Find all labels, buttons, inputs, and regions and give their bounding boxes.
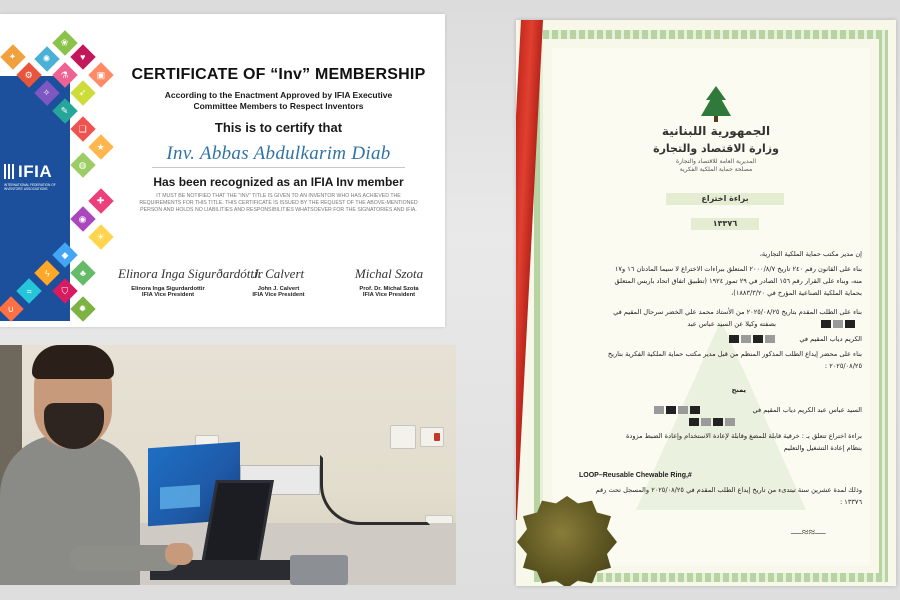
signatory-role: IFIA Vice President: [362, 292, 416, 298]
ifia-logo-subtext: INTERNATIONAL FEDERATION OF INVENTORS' ASSOCIATIONS: [4, 183, 56, 191]
gear-tile-icon: ⚙: [16, 62, 41, 87]
patent-text-line: براءة اختراع تتعلق بـ : خرقية قابلة للمضغ وقابلة لإعادة الاستخدام وإعادة الضبط مزودة: [625, 432, 862, 440]
wave-tile-icon: ≈: [16, 278, 41, 303]
flask-tile-icon: ⚗: [52, 62, 77, 87]
signature-scrawl: Elinora Inga Sigurðardóttir: [118, 266, 263, 281]
book-tile-icon: ❏: [70, 116, 95, 141]
certificate-subtitle: According to the Enactment Approved by IFIA Executive Committee Members to Respect Inventors: [164, 90, 393, 111]
bolt-tile-icon: ϟ: [34, 260, 59, 285]
patent-title: براءة اختراع: [666, 193, 784, 205]
patent-text-line: السيد عباس عبد الكريم دياب المقيم في: [752, 406, 862, 414]
wall-switch: [390, 425, 416, 449]
signatory-name: John J. Calvert: [257, 286, 300, 292]
person-hair: [32, 345, 114, 379]
redaction-row: [571, 406, 701, 416]
signature-scrawl: Michal Szota: [354, 266, 424, 281]
magnet-tile-icon: ∪: [0, 296, 24, 321]
atom-tile-icon: ✺: [34, 46, 59, 71]
sun-tile-icon: ☀: [88, 224, 113, 249]
leaf-tile-icon: ❀: [52, 30, 77, 55]
recognition-statement: Has been recognized as an IFIA Inv member: [153, 175, 404, 189]
signatory-role: IFIA Vice President: [141, 292, 195, 298]
redaction-row: [786, 320, 856, 330]
wall-outlet-red: [420, 427, 444, 447]
issuing-office: مصلحة حماية الملكية الفكرية: [679, 166, 753, 173]
signatory-role: IFIA Vice President: [252, 292, 305, 298]
signatory-1: [118, 266, 263, 298]
patent-grant-word: يمنح: [731, 386, 746, 394]
patent-text-line: ١٣٣٧٦ :: [839, 498, 862, 506]
shield-tile-icon: ⛉: [52, 278, 77, 303]
cable: [320, 455, 430, 525]
certificate-body: [112, 14, 445, 327]
gray-device: [290, 555, 348, 585]
invention-english-title: LOOP–Reusable Chewable Ring,#: [579, 472, 692, 479]
patent-text-line: بناء على الطلب المقدم بتاريخ ٢٠٢٥/٠٨/٢٥ من الأستاذ محمد علي الخضر سرحال المقيم في: [613, 308, 862, 316]
person-arm: [70, 545, 180, 571]
camera-tile-icon: ◉: [70, 206, 95, 231]
patent-text-line: ٢٠٢٥/٠٨/٢٥ :: [824, 362, 862, 370]
rocket-tile-icon: ➶: [70, 80, 95, 105]
ifia-logo-mark: IFIA: [18, 162, 53, 181]
plant-tile-icon: ♣: [70, 260, 95, 285]
signatory-2: [229, 266, 329, 298]
patent-text-line: بصفته وكيلا عن السيد عباس عبد: [687, 320, 776, 328]
cedar-trunk: [714, 116, 718, 122]
patent-text-line: بنظام إعادة التشغيل والتعليم: [783, 444, 862, 452]
wrench-tile-icon: ✎: [52, 98, 77, 123]
patent-text-line: بناء على القانون رقم ٢٤٠ تاريخ ٢٠٠٠/٨/٧ المتعلق ببراءات الاختراع لا سيما المادتان ١٦ و١٧: [614, 265, 862, 273]
ifia-logo: [4, 162, 74, 191]
signatory-3: [339, 266, 439, 298]
issuing-directorate: المديرية العامة للاقتصاد والتجارة: [675, 158, 757, 165]
bulb-tile-icon: ✹: [70, 296, 95, 321]
lightbulb-tile-icon: ✦: [0, 44, 25, 69]
star-tile-icon: ★: [88, 134, 113, 159]
globe-tile-icon: ◍: [70, 152, 95, 177]
signatory-name: Elinora Inga Sigurdardottir: [131, 286, 205, 292]
patent-document: [516, 20, 896, 586]
signature-scrawl: J. Calvert: [252, 266, 305, 281]
membership-certificate: [0, 14, 445, 327]
heart-tile-icon: ♥: [70, 44, 95, 69]
patent-text-line: الكريم دياب المقيم في: [799, 335, 862, 343]
patent-text-line: وذلك لمدة عشرين سنة تبتدىء من تاريخ إيداع الطلب المقدم في ٢٠٢٥/٠٨/٢٥ والمسجل تحت رقم: [595, 486, 862, 494]
patent-text-line: بناء على محضر إيداع الطلب المذكور المنظم من قبل مدير مكتب حماية الملكية الفكرية بتاريخ: [607, 350, 862, 358]
cedar-icon-base: [701, 90, 731, 116]
recipient-name: Inv. Abbas Abdulkarim Diab: [152, 143, 404, 168]
dna-tile-icon: ✧: [34, 80, 59, 105]
inventor-photo: [0, 345, 456, 585]
drop-tile-icon: ◆: [52, 242, 77, 267]
certificate-decor-panel: [0, 14, 112, 327]
patent-text-line: منه، وبناء على القرار رقم ١٥٦ الصادر في ٢٩ تموز ١٩٢٤ (تطبيق اتفاق اتحاد باريس المتعلق: [614, 277, 862, 285]
patent-number: ١٣٣٧٦: [691, 218, 759, 230]
chip-tile-icon: ▣: [88, 62, 113, 87]
patent-text-line: بحماية الملكية الصناعية المؤرخ في ١٨٨٣/٣/٢٠)،: [731, 289, 862, 297]
certify-statement: This is to certify that: [214, 120, 343, 135]
patent-text-line: إن مدير مكتب حماية الملكية التجارية،: [759, 250, 862, 258]
legal-notice: IT MUST BE NOTIFIED THAT THE "INV" TITLE IS GIVEN TO AN INVENTOR WHO HAS ACHIEVED THE REQUIREMENTS FOR THIS TITLE. THIS CERTIFICATE IS ISSUED BY THE REQUEST OF THE ABOVE-MENTIONED PERSON AND HOLDS NO LIABILITIES AND RESPONSIBILITIES WHATSOEVER FOR THE SIGNATORIES AND IFIA.: [139, 193, 418, 213]
certificate-title: CERTIFICATE OF “Inv” MEMBERSHIP: [131, 66, 426, 83]
issuing-ministry: وزارة الاقتصاد والتجارة: [653, 142, 779, 155]
person-hand: [165, 543, 193, 565]
director-signature: —≈≈—: [791, 525, 826, 539]
signature-block: [112, 266, 445, 298]
issuing-state: الجمهورية اللبنانية: [661, 124, 771, 138]
signatory-name: Prof. Dr. Michal Szota: [359, 286, 419, 292]
microscope-tile-icon: ✚: [88, 188, 113, 213]
redaction-row: [576, 418, 736, 428]
